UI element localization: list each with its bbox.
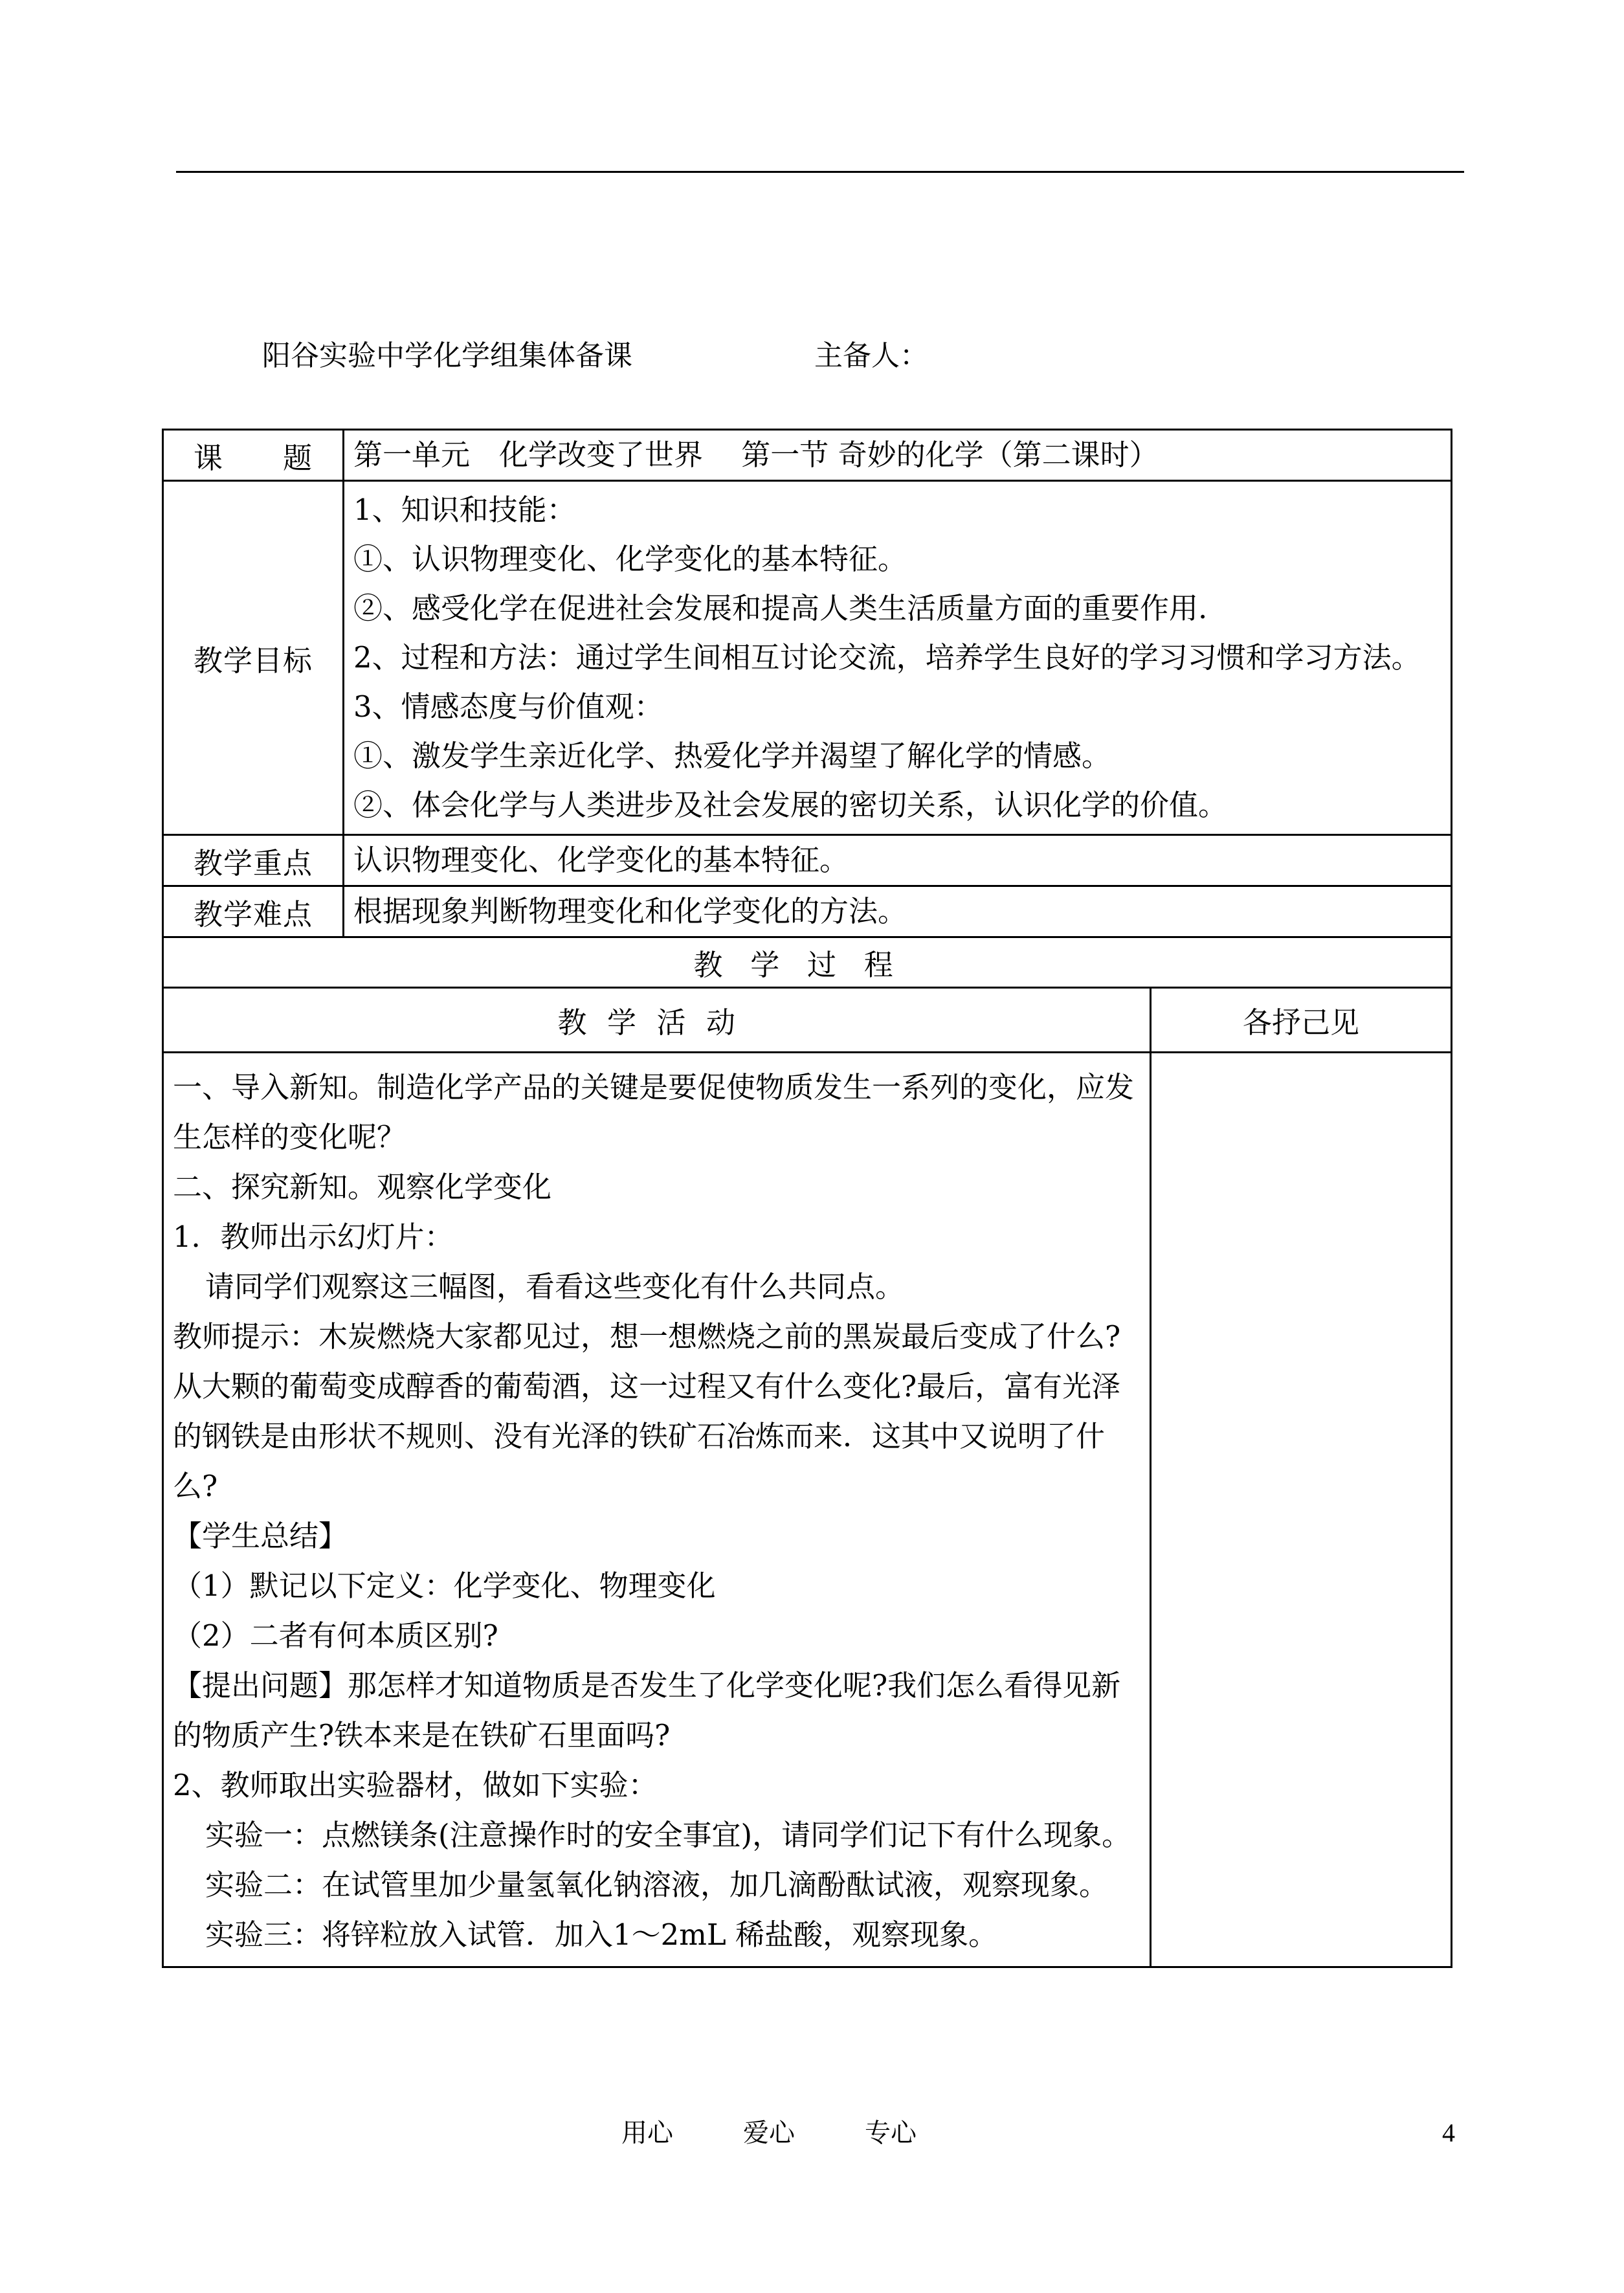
goal-item: ②、体会化学与人类进步及社会发展的密切关系，认识化学的价值。 [353, 788, 1228, 822]
goal-item: 3、情感态度与价值观： [353, 689, 663, 724]
activity-heading-row [163, 988, 1452, 1053]
goal-item: 2、过程和方法：通过学生间相互讨论交流，培养学生良好的学习习惯和学习方法。 [353, 640, 1421, 675]
preparer-label: 主备人： [814, 339, 928, 372]
goal-item: ①、激发学生亲近化学、热爱化学并渴望了解化学的情感。 [353, 739, 1111, 773]
goal-item: ②、感受化学在促进社会发展和提高人类生活质量方面的重要作用. [353, 591, 1208, 625]
activity-paragraph: 2、教师取出实验器材，做如下实验： [173, 1768, 658, 1802]
activity-paragraph: （1）默记以下定义：化学变化、物理变化 [173, 1569, 716, 1603]
activity-paragraph: 实验三：将锌粒放入试管．加入1～2mL 稀盐酸，观察现象。 [205, 1918, 998, 1952]
activity-paragraph: （2）二者有何本质区别? [173, 1618, 498, 1653]
footer-word: 专心 [865, 2118, 917, 2148]
activity-paragraph: 二、探究新知。观察化学变化 [173, 1170, 552, 1204]
footer-motto [621, 2117, 986, 2149]
notes-heading: 各抒己见 [1151, 988, 1452, 1053]
activity-paragraph: 实验一：点燃镁条(注意操作时的安全事宜)，请同学们记下有什么现象。 [205, 1818, 1131, 1852]
key-value: 认识物理变化、化学变化的基本特征。 [344, 835, 1452, 886]
key-row [163, 835, 1452, 886]
activity-paragraph: 【提出问题】那怎样才知道物质是否发生了化学变化呢?我们怎么看得见新的物质产生?铁本来是在铁矿石里面吗? [173, 1668, 1121, 1752]
topic-row [163, 430, 1452, 481]
notes-cell [1151, 1053, 1452, 1967]
activity-cell [163, 1053, 1151, 1967]
footer-word: 爱心 [743, 2118, 795, 2148]
goal-item: ①、认识物理变化、化学变化的基本特征。 [353, 542, 907, 576]
activity-paragraph: 【学生总结】 [173, 1519, 348, 1553]
difficulty-value: 根据现象判断物理变化和化学变化的方法。 [344, 886, 1452, 937]
goals-row [163, 481, 1452, 835]
goal-item: 1、知识和技能： [353, 493, 576, 527]
goals-cell [344, 481, 1452, 835]
activity-paragraph: 教师提示：木炭燃烧大家都见过，想一想燃烧之前的黑炭最后变成了什么?从大颗的葡萄变成醇香的葡萄酒，这一过程又有什么变化?最后，富有光泽的钢铁是由形状不规则、没有光泽的铁矿石冶炼而来．这其中又说明了什么? [173, 1319, 1121, 1503]
difficulty-row [163, 886, 1452, 937]
difficulty-label: 教学难点 [163, 886, 344, 937]
activity-heading: 教学活动 [557, 1005, 756, 1040]
process-heading: 教学过程 [693, 948, 921, 982]
topic-label: 课 题 [163, 430, 344, 481]
page-number: 4 [1442, 2118, 1455, 2147]
activity-paragraph: 1．教师出示幻灯片： [173, 1220, 454, 1254]
activity-paragraph: 一、导入新知。制造化学产品的关键是要促使物质发生一系列的变化，应发生怎样的变化呢？ [173, 1070, 1135, 1154]
topic-value: 第一单元 化学改变了世界 第一节 奇妙的化学（第二课时） [344, 430, 1452, 481]
activity-paragraph: 实验二：在试管里加少量氢氧化钠溶液，加几滴酚酞试液，观察现象。 [205, 1868, 1109, 1902]
header-rule [176, 171, 1464, 173]
school-title: 阳谷实验中学化学组集体备课 [262, 339, 632, 372]
goals-label: 教学目标 [163, 481, 344, 835]
footer-word: 用心 [621, 2118, 673, 2148]
lesson-plan-table [162, 429, 1452, 1968]
activity-row [163, 1053, 1452, 1967]
process-heading-row [163, 937, 1452, 988]
activity-paragraph: 请同学们观察这三幅图，看看这些变化有什么共同点。 [205, 1270, 905, 1304]
key-label: 教学重点 [163, 835, 344, 886]
